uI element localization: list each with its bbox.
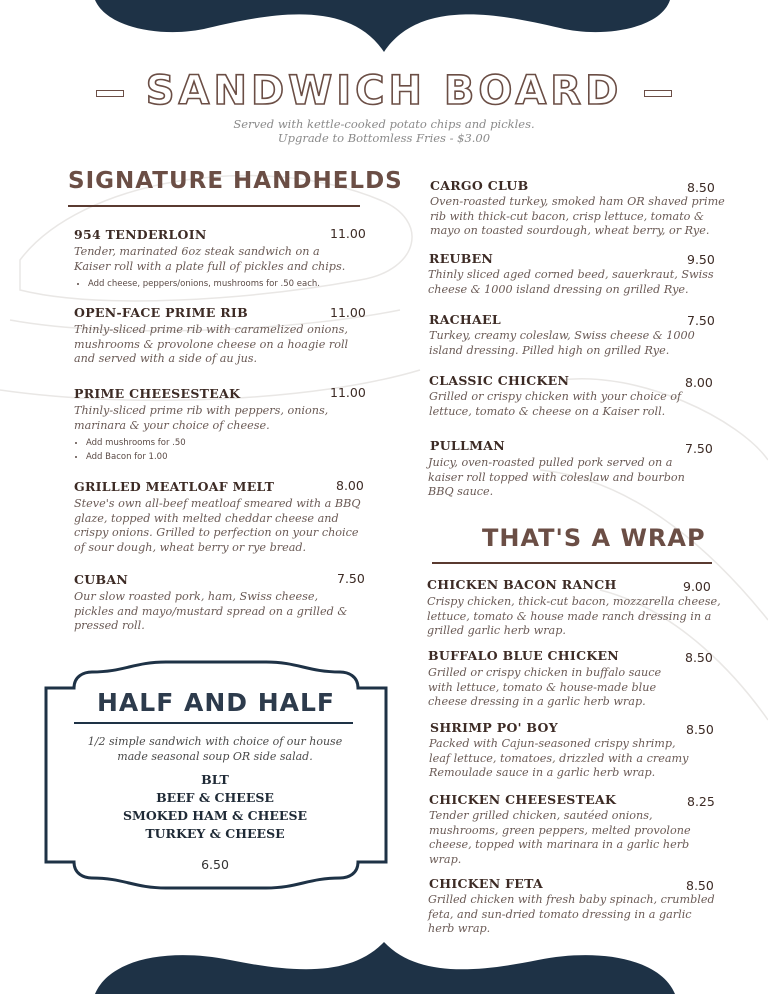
item-name: RACHAEL — [429, 312, 501, 327]
half-option: BLT — [201, 772, 229, 787]
item-name: SHRIMP PO' BOY — [430, 720, 558, 735]
item-name: GRILLED MEATLOAF MELT — [74, 479, 275, 494]
item-price: 7.50 — [337, 571, 365, 586]
item-notes — [74, 277, 378, 291]
signature-rule — [68, 205, 360, 207]
item-name: OPEN-FACE PRIME RIB — [74, 305, 248, 320]
item-name: PULLMAN — [430, 438, 505, 453]
bottom-wave-decoration — [0, 938, 768, 994]
half-price: 6.50 — [201, 857, 229, 872]
item-price: 11.00 — [330, 226, 366, 241]
half-desc: 1/2 simple sandwich with choice of our house made seasonal soup OR side salad. — [87, 735, 343, 763]
item-price: 8.00 — [336, 478, 364, 493]
half-option: BEEF & CHEESE — [156, 790, 274, 805]
item-price: 8.50 — [685, 650, 713, 665]
item-desc: Steve's own all-beef meatloaf smeared with a BBQ glaze, topped with melted cheddar cheese and crispy onions. Grilled to perfection on your choice of sour dough, wheat berry or rye bread. — [74, 497, 361, 554]
item-price: 7.50 — [685, 441, 713, 456]
item-note: • Add cheese, peppers/onions, mushrooms for .50 each. — [88, 277, 378, 291]
item-name: CHICKEN BACON RANCH — [427, 577, 617, 592]
title-text: SANDWICH BOARD — [145, 68, 623, 114]
item-desc: Tender, marinated 6oz steak sandwich on a Kaiser roll with a plate full of pickles and chips. — [74, 245, 346, 273]
item-note: • Add mushrooms for .50 — [86, 436, 376, 450]
top-wave-decoration — [0, 0, 768, 60]
item-price: 9.50 — [687, 252, 715, 267]
wrap-heading: THAT'S A WRAP — [482, 524, 706, 552]
item-desc: Thinly sliced aged corned beed, sauerkraut, Swiss cheese & 1000 island dressing on grilled Rye. — [428, 268, 714, 296]
item-notes — [72, 436, 376, 464]
signature-heading: SIGNATURE HANDHELDS — [68, 168, 403, 194]
item-price: 8.50 — [686, 878, 714, 893]
item-desc: Grilled or crispy chicken in buffalo sauce with lettuce, tomato & house-made blue cheese dressing in a garlic herb wrap. — [428, 666, 662, 708]
item-desc: Juicy, oven-roasted pulled pork served on a kaiser roll topped with coleslaw and bourbon BBQ sauce. — [428, 456, 685, 498]
item-price: 8.50 — [686, 722, 714, 737]
item-name: REUBEN — [429, 251, 494, 266]
wrap-rule — [432, 562, 712, 564]
item-desc: Grilled or crispy chicken with your choice of lettuce, tomato & cheese on a Kaiser roll. — [429, 390, 682, 418]
item-name: CHICKEN CHEESESTEAK — [429, 792, 617, 807]
item-name: CARGO CLUB — [430, 178, 529, 193]
subtitle-line-2: Upgrade to Bottomless Fries - $3.00 — [277, 131, 491, 145]
item-desc: Turkey, creamy coleslaw, Swiss cheese & 1000 island dressing. Pilled high on grilled Rye. — [429, 329, 695, 357]
item-name: PRIME CHEESESTEAK — [74, 386, 241, 401]
item-price: 8.50 — [687, 180, 715, 195]
item-desc: Our slow roasted pork, ham, Swiss cheese, pickles and mayo/mustard spread on a grilled & pressed roll. — [74, 590, 348, 632]
item-desc: Packed with Cajun-seasoned crispy shrimp, leaf lettuce, tomatoes, drizzled with a creamy Remoulade sauce in a garlic herb wrap. — [429, 737, 689, 779]
item-price: 8.00 — [685, 375, 713, 390]
half-option: SMOKED HAM & CHEESE — [122, 808, 308, 823]
item-desc: Thinly-sliced prime rib with peppers, onions, marinara & your choice of cheese. — [74, 404, 329, 432]
half-and-half-heading: HALF AND HALF — [97, 688, 335, 717]
item-name: 954 TENDERLOIN — [74, 227, 207, 242]
subtitle — [0, 117, 768, 145]
title-right-dash — [644, 90, 672, 97]
title-left-dash — [96, 90, 124, 97]
item-desc: Tender grilled chicken, sautéed onions, mushrooms, green peppers, melted provolone cheese, topped with marinara in a garlic herb wrap. — [429, 809, 691, 866]
half-options — [80, 771, 350, 843]
item-desc: Grilled chicken with fresh baby spinach, crumbled feta, and sun-dried tomato dressing in a garlic herb wrap. — [428, 893, 715, 935]
subtitle-line-1: Served with kettle-cooked potato chips and pickles. — [233, 117, 535, 131]
item-name: CHICKEN FETA — [429, 876, 544, 891]
item-price: 11.00 — [330, 305, 366, 320]
item-name: BUFFALO BLUE CHICKEN — [428, 648, 620, 663]
item-desc: Crispy chicken, thick-cut bacon, mozzarella cheese, lettuce, tomato & house made ranch dressing in a grilled garlic herb wrap. — [427, 595, 721, 637]
item-name: CUBAN — [74, 572, 129, 587]
half-rule — [74, 722, 353, 724]
item-price: 8.25 — [687, 794, 715, 809]
item-price: 7.50 — [687, 313, 715, 328]
item-note: • Add Bacon for 1.00 — [86, 450, 376, 464]
item-price: 11.00 — [330, 385, 366, 400]
item-desc: Thinly-sliced prime rib with caramelized onions, mushrooms & provolone cheese on a hoagie roll and served with a side of au jus. — [74, 323, 349, 365]
item-desc: Oven-roasted turkey, smoked ham OR shaved prime rib with thick-cut bacon, crisp lettuce, tomato & mayo on toasted sourdough, wheat berry, or Rye. — [430, 195, 725, 237]
item-name: CLASSIC CHICKEN — [429, 373, 570, 388]
page-title — [0, 68, 768, 114]
item-price: 9.00 — [683, 579, 711, 594]
half-option: TURKEY & CHEESE — [145, 826, 285, 841]
